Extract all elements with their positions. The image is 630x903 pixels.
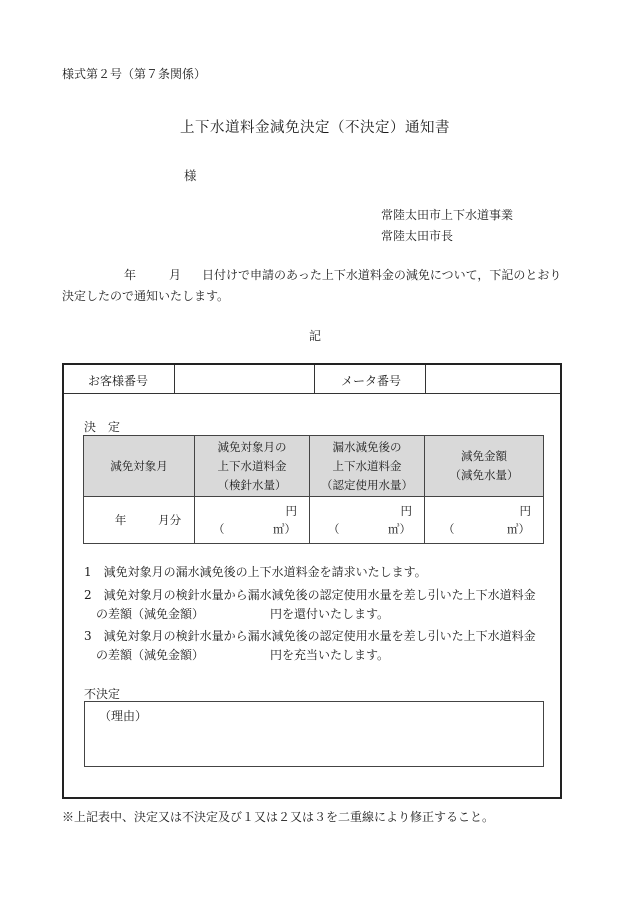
- row-month-label: 月分: [158, 513, 182, 527]
- yen-unit: 円: [285, 504, 297, 518]
- reduction-volume-unit: （ ㎥）: [443, 522, 530, 536]
- yen-unit: 円: [519, 504, 531, 518]
- body-year-label: 年: [124, 268, 137, 282]
- header-original-charge: 減免対象月の 上下水道料金 （検針水量）: [195, 436, 310, 497]
- header-reduction-amount: 減免金額 （減免水量）: [425, 436, 544, 497]
- form-number-label: 様式第２号（第７条関係）: [62, 67, 207, 81]
- approved-volume-unit: （ ㎥）: [328, 522, 411, 536]
- ki-heading: 記: [308, 329, 321, 343]
- target-month-cell[interactable]: [84, 497, 195, 544]
- note-3: 3 減免対象月の検針水量から漏水減免後の認定使用水量を差し引いた上下水道料金: [84, 629, 536, 643]
- issuer-mayor: 常陸太田市長: [381, 229, 454, 243]
- meter-volume-unit: （ ㎥）: [213, 522, 296, 536]
- yen-unit: 円: [400, 504, 412, 518]
- issuer-organization: 常陸太田市上下水道事業: [381, 208, 514, 222]
- note-1: 1 減免対象月の漏水減免後の上下水道料金を請求いたします。: [84, 565, 427, 579]
- recipient-honorific: 様: [184, 168, 197, 183]
- body-month-label: 月: [169, 268, 182, 282]
- decision-label: 決 定: [84, 420, 121, 434]
- number-row: [64, 365, 560, 394]
- reduction-amount-cell[interactable]: [425, 497, 544, 544]
- header-target-month: 減免対象月: [84, 436, 195, 497]
- meter-number-label-cell: [314, 365, 426, 393]
- table-row: [84, 497, 544, 544]
- row-year-label: 年: [114, 513, 127, 527]
- table-header-row: [84, 436, 544, 497]
- rejection-label: 不決定: [84, 687, 121, 701]
- document-title: 上下水道料金減免決定（不決定）通知書: [180, 120, 450, 136]
- footnote: ※上記表中、決定又は不決定及び１又は２又は３を二重線により修正すること。: [62, 810, 495, 824]
- meter-number-value[interactable]: [425, 365, 560, 393]
- note-2: 2 減免対象月の検針水量から漏水減免後の認定使用水量を差し引いた上下水道料金: [84, 588, 536, 602]
- note-2-continued: の差額（減免金額） 円を還付いたします。: [96, 607, 390, 621]
- decision-table: [83, 435, 544, 544]
- notice-box: [62, 363, 562, 799]
- original-charge-cell[interactable]: [195, 497, 310, 544]
- header-reduced-charge: 漏水減免後の 上下水道料金 （認定使用水量）: [310, 436, 425, 497]
- reason-label: （理由）: [99, 709, 148, 723]
- reduced-charge-cell[interactable]: [310, 497, 425, 544]
- customer-number-label-cell: [64, 365, 175, 393]
- meter-number-label: メータ番号: [341, 374, 402, 388]
- body-paragraph-line-2: 決定したので通知いたします。: [62, 289, 230, 303]
- customer-number-value[interactable]: [174, 365, 315, 393]
- body-line-1-text: 日付けで申請のあった上下水道料金の減免について，下記のとおり: [202, 268, 562, 282]
- customer-number-label: お客様番号: [88, 374, 149, 388]
- note-3-continued: の差額（減免金額） 円を充当いたします。: [96, 648, 390, 662]
- reason-box[interactable]: [84, 701, 544, 767]
